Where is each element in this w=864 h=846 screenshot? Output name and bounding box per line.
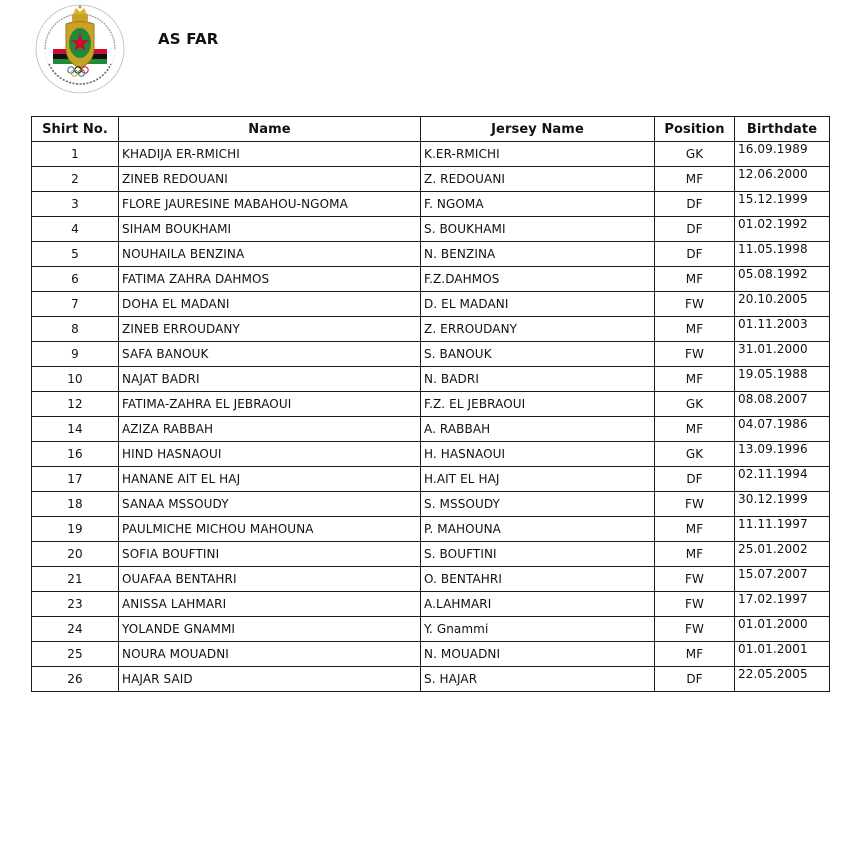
position-cell: GK xyxy=(655,392,735,417)
table-row xyxy=(32,342,830,367)
position-cell: DF xyxy=(655,667,735,692)
position-cell: MF xyxy=(655,317,735,342)
birthdate-cell: 01.01.2001 xyxy=(735,642,830,667)
table-row xyxy=(32,617,830,642)
player-name-cell: FATIMA-ZAHRA EL JEBRAOUI xyxy=(119,392,421,417)
shirt-number-cell: 26 xyxy=(32,667,119,692)
table-row xyxy=(32,592,830,617)
player-name-cell: ZINEB ERROUDANY xyxy=(119,317,421,342)
birthdate-cell: 08.08.2007 xyxy=(735,392,830,417)
birthdate-cell: 19.05.1988 xyxy=(735,367,830,392)
jersey-name-cell: N. MOUADNI xyxy=(421,642,655,667)
player-name-cell: OUAFAA BENTAHRI xyxy=(119,567,421,592)
shirt-number-cell: 20 xyxy=(32,542,119,567)
birthdate-cell: 15.12.1999 xyxy=(735,192,830,217)
birthdate-cell: 15.07.2007 xyxy=(735,567,830,592)
jersey-name-cell: D. EL MADANI xyxy=(421,292,655,317)
birthdate-cell: 31.01.2000 xyxy=(735,342,830,367)
table-row xyxy=(32,167,830,192)
position-cell: FW xyxy=(655,292,735,317)
jersey-name-cell: F. NGOMA xyxy=(421,192,655,217)
table-row xyxy=(32,567,830,592)
player-name-cell: FLORE JAURESINE MABAHOU-NGOMA xyxy=(119,192,421,217)
position-cell: MF xyxy=(655,367,735,392)
position-cell: DF xyxy=(655,192,735,217)
birthdate-cell: 20.10.2005 xyxy=(735,292,830,317)
shirt-number-cell: 12 xyxy=(32,392,119,417)
jersey-name-cell: F.Z. EL JEBRAOUI xyxy=(421,392,655,417)
birthdate-cell: 30.12.1999 xyxy=(735,492,830,517)
position-cell: FW xyxy=(655,492,735,517)
position-cell: GK xyxy=(655,142,735,167)
table-row xyxy=(32,417,830,442)
jersey-name-cell: F.Z.DAHMOS xyxy=(421,267,655,292)
column-header-birthdate: Birthdate xyxy=(735,117,830,142)
position-cell: DF xyxy=(655,217,735,242)
player-name-cell: NOUHAILA BENZINA xyxy=(119,242,421,267)
table-row xyxy=(32,542,830,567)
shirt-number-cell: 24 xyxy=(32,617,119,642)
jersey-name-cell: A. RABBAH xyxy=(421,417,655,442)
jersey-name-cell: N. BENZINA xyxy=(421,242,655,267)
jersey-name-cell: H. HASNAOUI xyxy=(421,442,655,467)
jersey-name-cell: Z. ERROUDANY xyxy=(421,317,655,342)
shirt-number-cell: 4 xyxy=(32,217,119,242)
player-name-cell: HIND HASNAOUI xyxy=(119,442,421,467)
player-name-cell: HANANE AIT EL HAJ xyxy=(119,467,421,492)
player-name-cell: SAFA BANOUK xyxy=(119,342,421,367)
jersey-name-cell: S. BANOUK xyxy=(421,342,655,367)
birthdate-cell: 11.11.1997 xyxy=(735,517,830,542)
jersey-name-cell: S. BOUFTINI xyxy=(421,542,655,567)
shirt-number-cell: 9 xyxy=(32,342,119,367)
jersey-name-cell: P. MAHOUNA xyxy=(421,517,655,542)
birthdate-cell: 01.11.2003 xyxy=(735,317,830,342)
jersey-name-cell: Y. Gnammi xyxy=(421,617,655,642)
position-cell: DF xyxy=(655,242,735,267)
player-name-cell: SOFIA BOUFTINI xyxy=(119,542,421,567)
position-cell: FW xyxy=(655,342,735,367)
table-row xyxy=(32,317,830,342)
jersey-name-cell: K.ER-RMICHI xyxy=(421,142,655,167)
club-crest-icon xyxy=(33,2,127,98)
birthdate-cell: 22.05.2005 xyxy=(735,667,830,692)
table-row xyxy=(32,142,830,167)
table-row xyxy=(32,267,830,292)
shirt-number-cell: 18 xyxy=(32,492,119,517)
table-row xyxy=(32,292,830,317)
table-row xyxy=(32,442,830,467)
table-row xyxy=(32,217,830,242)
shirt-number-cell: 1 xyxy=(32,142,119,167)
birthdate-cell: 02.11.1994 xyxy=(735,467,830,492)
position-cell: MF xyxy=(655,167,735,192)
table-header-row xyxy=(32,117,830,142)
birthdate-cell: 13.09.1996 xyxy=(735,442,830,467)
table-row xyxy=(32,667,830,692)
birthdate-cell: 25.01.2002 xyxy=(735,542,830,567)
player-name-cell: DOHA EL MADANI xyxy=(119,292,421,317)
jersey-name-cell: H.AIT EL HAJ xyxy=(421,467,655,492)
position-cell: MF xyxy=(655,642,735,667)
position-cell: MF xyxy=(655,517,735,542)
shirt-number-cell: 21 xyxy=(32,567,119,592)
shirt-number-cell: 16 xyxy=(32,442,119,467)
position-cell: FW xyxy=(655,617,735,642)
shirt-number-cell: 25 xyxy=(32,642,119,667)
jersey-name-cell: S. BOUKHAMI xyxy=(421,217,655,242)
jersey-name-cell: S. HAJAR xyxy=(421,667,655,692)
position-cell: MF xyxy=(655,267,735,292)
birthdate-cell: 05.08.1992 xyxy=(735,267,830,292)
birthdate-cell: 12.06.2000 xyxy=(735,167,830,192)
jersey-name-cell: O. BENTAHRI xyxy=(421,567,655,592)
player-name-cell: HAJAR SAID xyxy=(119,667,421,692)
roster-body xyxy=(32,142,830,692)
birthdate-cell: 04.07.1986 xyxy=(735,417,830,442)
position-cell: FW xyxy=(655,567,735,592)
shirt-number-cell: 8 xyxy=(32,317,119,342)
shirt-number-cell: 2 xyxy=(32,167,119,192)
table-row xyxy=(32,517,830,542)
table-row xyxy=(32,467,830,492)
shirt-number-cell: 23 xyxy=(32,592,119,617)
player-name-cell: KHADIJA ER-RMICHI xyxy=(119,142,421,167)
jersey-name-cell: A.LAHMARI xyxy=(421,592,655,617)
birthdate-cell: 17.02.1997 xyxy=(735,592,830,617)
shirt-number-cell: 14 xyxy=(32,417,119,442)
roster-table xyxy=(31,116,830,692)
shirt-number-cell: 17 xyxy=(32,467,119,492)
jersey-name-cell: Z. REDOUANI xyxy=(421,167,655,192)
table-row xyxy=(32,642,830,667)
player-name-cell: FATIMA ZAHRA DAHMOS xyxy=(119,267,421,292)
birthdate-cell: 11.05.1998 xyxy=(735,242,830,267)
position-cell: MF xyxy=(655,542,735,567)
player-name-cell: SANAA MSSOUDY xyxy=(119,492,421,517)
shirt-number-cell: 5 xyxy=(32,242,119,267)
table-row xyxy=(32,392,830,417)
column-header-jersey-name: Jersey Name xyxy=(421,117,655,142)
position-cell: FW xyxy=(655,592,735,617)
column-header-shirt-no: Shirt No. xyxy=(32,117,119,142)
table-row xyxy=(32,367,830,392)
team-title: AS FAR xyxy=(158,30,219,48)
player-name-cell: PAULMICHE MICHOU MAHOUNA xyxy=(119,517,421,542)
player-name-cell: SIHAM BOUKHAMI xyxy=(119,217,421,242)
shirt-number-cell: 7 xyxy=(32,292,119,317)
position-cell: DF xyxy=(655,467,735,492)
table-row xyxy=(32,192,830,217)
birthdate-cell: 16.09.1989 xyxy=(735,142,830,167)
column-header-position: Position xyxy=(655,117,735,142)
jersey-name-cell: S. MSSOUDY xyxy=(421,492,655,517)
birthdate-cell: 01.01.2000 xyxy=(735,617,830,642)
player-name-cell: NOURA MOUADNI xyxy=(119,642,421,667)
shirt-number-cell: 3 xyxy=(32,192,119,217)
player-name-cell: AZIZA RABBAH xyxy=(119,417,421,442)
shirt-number-cell: 19 xyxy=(32,517,119,542)
birthdate-cell: 01.02.1992 xyxy=(735,217,830,242)
player-name-cell: ANISSA LAHMARI xyxy=(119,592,421,617)
jersey-name-cell: N. BADRI xyxy=(421,367,655,392)
column-header-name: Name xyxy=(119,117,421,142)
shirt-number-cell: 10 xyxy=(32,367,119,392)
position-cell: GK xyxy=(655,442,735,467)
player-name-cell: NAJAT BADRI xyxy=(119,367,421,392)
table-row xyxy=(32,242,830,267)
position-cell: MF xyxy=(655,417,735,442)
player-name-cell: ZINEB REDOUANI xyxy=(119,167,421,192)
table-row xyxy=(32,492,830,517)
player-name-cell: YOLANDE GNAMMI xyxy=(119,617,421,642)
shirt-number-cell: 6 xyxy=(32,267,119,292)
